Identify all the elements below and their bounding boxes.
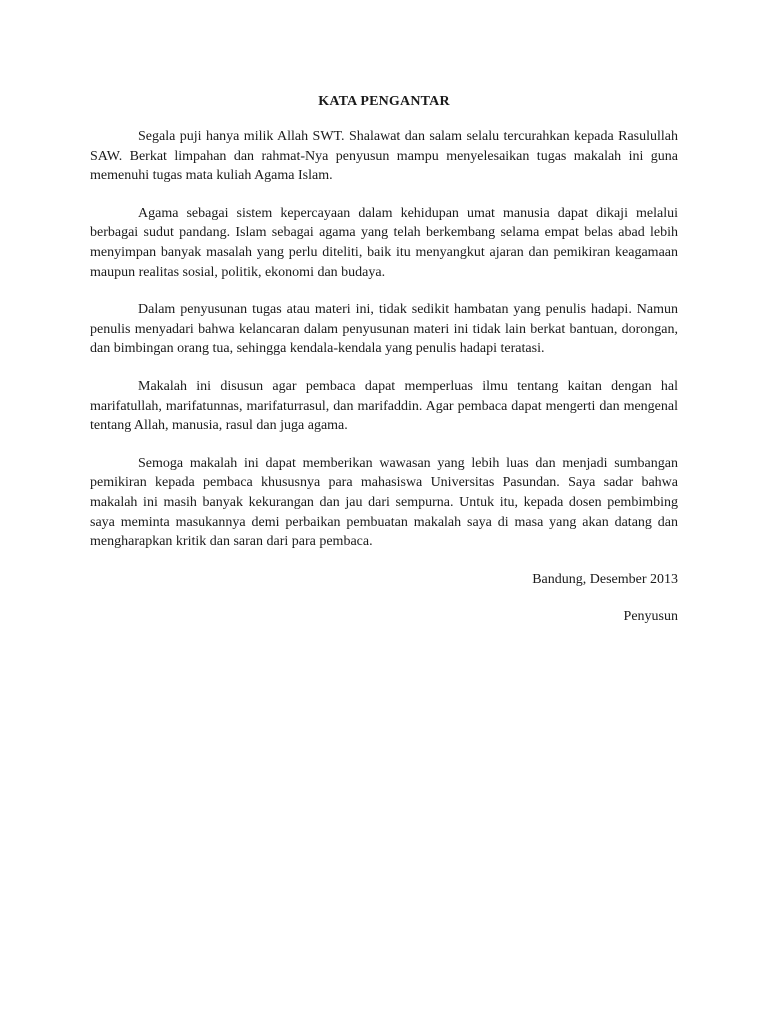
paragraph-5: Semoga makalah ini dapat memberikan wawasan yang lebih luas dan menjadi sumbangan pemikiran kepada pembaca khususnya para mahasiswa Universitas Pasundan. Saya sadar bahwa makalah ini masih banyak kekurangan dan jau dari sempurna. Untuk itu, kepada dosen pembimbing saya meminta masukannya demi perbaikan pembuatan makalah saya di masa yang akan datang dan mengharapkan kritik dan saran dari para pembaca. <box>90 455 678 550</box>
paragraph-3: Dalam penyusunan tugas atau materi ini, tidak sedikit hambatan yang penulis hadapi. Namun penulis menyadari bahwa kelancaran dalam penyusunan materi ini tidak lain berkat bantuan, dorongan, dan bimbingan orang tua, sehingga kendala-kendala yang penulis hadapi teratasi. <box>90 302 678 357</box>
document-body <box>90 92 678 626</box>
paragraph-1: Segala puji hanya milik Allah SWT. Shalawat dan salam selalu tercurahkan kepada Rasulullah SAW. Berkat limpahan dan rahmat-Nya penyusun mampu menyelesaikan tugas makalah ini guna memenuhi tugas mata kuliah Agama Islam. <box>90 129 678 184</box>
place-date: Bandung, Desember 2013 <box>532 571 678 587</box>
page-title: KATA PENGANTAR <box>318 94 450 109</box>
paragraph-4: Makalah ini disusun agar pembaca dapat memperluas ilmu tentang kaitan dengan hal marifatullah, marifatunnas, marifaturrasul, dan marifaddin. Agar pembaca dapat mengerti dan mengenal tentang Allah, manusia, rasul dan juga agama. <box>90 378 678 434</box>
paragraph-2: Agama sebagai sistem kepercayaan dalam kehidupan umat manusia dapat dikaji melalui berbagai sudut pandang. Islam sebagai agama yang telah berkembang selama empat belas abad lebih menyimpan banyak masalah yang perlu diteliti, baik itu menyangkut ajaran dan pemikiran keagamaan maupun realitas sosial, politik, ekonomi dan budaya. <box>90 205 678 280</box>
author-signature: Penyusun <box>623 608 678 624</box>
